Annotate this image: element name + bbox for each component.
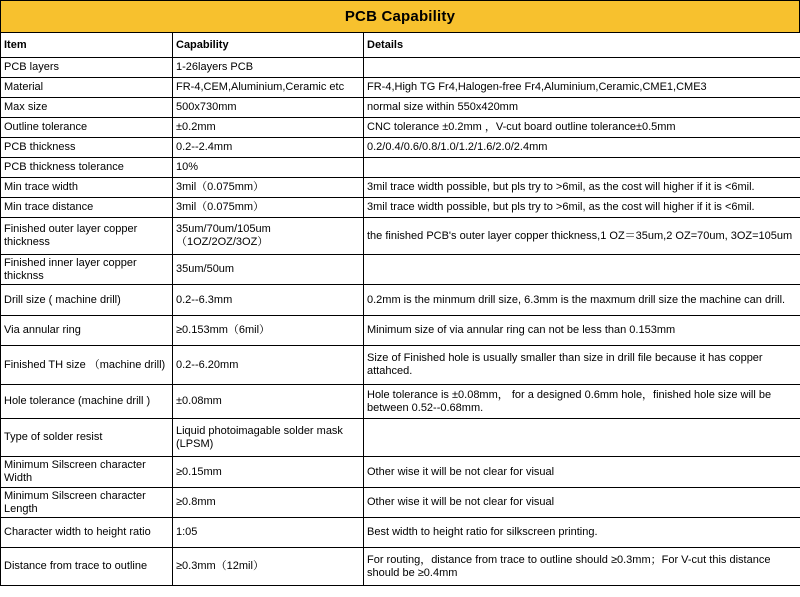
header-item: Item [1,33,173,58]
capability-cell: 3mil（0.075mm） [173,198,364,218]
table-row [1,118,800,138]
table-row [1,285,800,316]
header-capability: Capability [173,33,364,58]
details-cell [364,255,800,285]
capability-cell: ≥0.8mm [173,488,364,518]
details-cell: FR-4,High TG Fr4,Halogen-free Fr4,Aluminium,Ceramic,CME1,CME3 [364,78,800,98]
capability-cell: 1:05 [173,518,364,548]
item-cell: Finished TH size （machine drill) [1,346,173,385]
details-cell [364,58,800,78]
table-row [1,518,800,548]
table-row [1,138,800,158]
capability-cell: 35um/50um [173,255,364,285]
item-cell: Character width to height ratio [1,518,173,548]
details-cell: Hole tolerance is ±0.08mm， for a designed 0.6mm hole，finished hole size will be between 0.52--0.68mm. [364,385,800,419]
table-row [1,98,800,118]
table-row [1,488,800,518]
item-cell: Max size [1,98,173,118]
item-cell: Outline tolerance [1,118,173,138]
details-cell: Other wise it will be not clear for visual [364,457,800,488]
details-cell: the finished PCB's outer layer copper thickness,1 OZ＝35um,2 OZ=70um, 3OZ=105um [364,218,800,255]
item-cell: Min trace width [1,178,173,198]
header-details: Details [364,33,800,58]
table-row [1,457,800,488]
capability-cell: 0.2--6.20mm [173,346,364,385]
capability-cell: 10% [173,158,364,178]
details-cell [364,158,800,178]
capability-cell: ≥0.3mm（12mil） [173,548,364,586]
item-cell: Drill size ( machine drill) [1,285,173,316]
table-row [1,58,800,78]
item-cell: Minimum Silscreen character Width [1,457,173,488]
details-cell: normal size within 550x420mm [364,98,800,118]
details-cell: Size of Finished hole is usually smaller than size in drill file because it has copper attahced. [364,346,800,385]
capability-cell: 0.2--6.3mm [173,285,364,316]
table-row [1,218,800,255]
details-cell: 0.2mm is the minmum drill size, 6.3mm is the maxmum drill size the machine can drill. [364,285,800,316]
item-cell: Material [1,78,173,98]
table-row [1,316,800,346]
item-cell: Finished inner layer copper thicknss [1,255,173,285]
capability-cell: 3mil（0.075mm） [173,178,364,198]
details-cell: 0.2/0.4/0.6/0.8/1.0/1.2/1.6/2.0/2.4mm [364,138,800,158]
table-title: PCB Capability [0,0,800,32]
table-row [1,178,800,198]
capability-cell: 1-26layers PCB [173,58,364,78]
item-cell: PCB layers [1,58,173,78]
table-row [1,548,800,586]
table-row [1,78,800,98]
details-cell: Other wise it will be not clear for visual [364,488,800,518]
capability-table [0,32,800,586]
table-row [1,385,800,419]
capability-cell: ≥0.153mm（6mil） [173,316,364,346]
capability-cell: 35um/70um/105um （1OZ/2OZ/3OZ） [173,218,364,255]
details-cell: CNC tolerance ±0.2mm ，V-cut board outline tolerance±0.5mm [364,118,800,138]
details-cell: 3mil trace width possible, but pls try to >6mil, as the cost will higher if it is <6mil. [364,178,800,198]
details-cell: 3mil trace width possible, but pls try to >6mil, as the cost will higher if it is <6mil. [364,198,800,218]
item-cell: PCB thickness [1,138,173,158]
table-row [1,198,800,218]
details-cell: For routing，distance from trace to outline should ≥0.3mm；For V-cut this distance should be ≥0.4mm [364,548,800,586]
header-row [1,33,800,58]
item-cell: PCB thickness tolerance [1,158,173,178]
item-cell: Finished outer layer copper thickness [1,218,173,255]
capability-cell: 500x730mm [173,98,364,118]
item-cell: Type of solder resist [1,419,173,457]
item-cell: Via annular ring [1,316,173,346]
capability-cell: ±0.08mm [173,385,364,419]
table-row [1,419,800,457]
capability-cell: 0.2--2.4mm [173,138,364,158]
capability-cell: FR-4,CEM,Aluminium,Ceramic etc [173,78,364,98]
capability-cell: ≥0.15mm [173,457,364,488]
table-row [1,255,800,285]
item-cell: Min trace distance [1,198,173,218]
details-cell [364,419,800,457]
capability-cell: ±0.2mm [173,118,364,138]
item-cell: Distance from trace to outline [1,548,173,586]
capability-cell: Liquid photoimagable solder mask (LPSM) [173,419,364,457]
item-cell: Minimum Silscreen character Length [1,488,173,518]
details-cell: Best width to height ratio for silkscreen printing. [364,518,800,548]
details-cell: Minimum size of via annular ring can not be less than 0.153mm [364,316,800,346]
table-row [1,158,800,178]
item-cell: Hole tolerance (machine drill ) [1,385,173,419]
table-row [1,346,800,385]
